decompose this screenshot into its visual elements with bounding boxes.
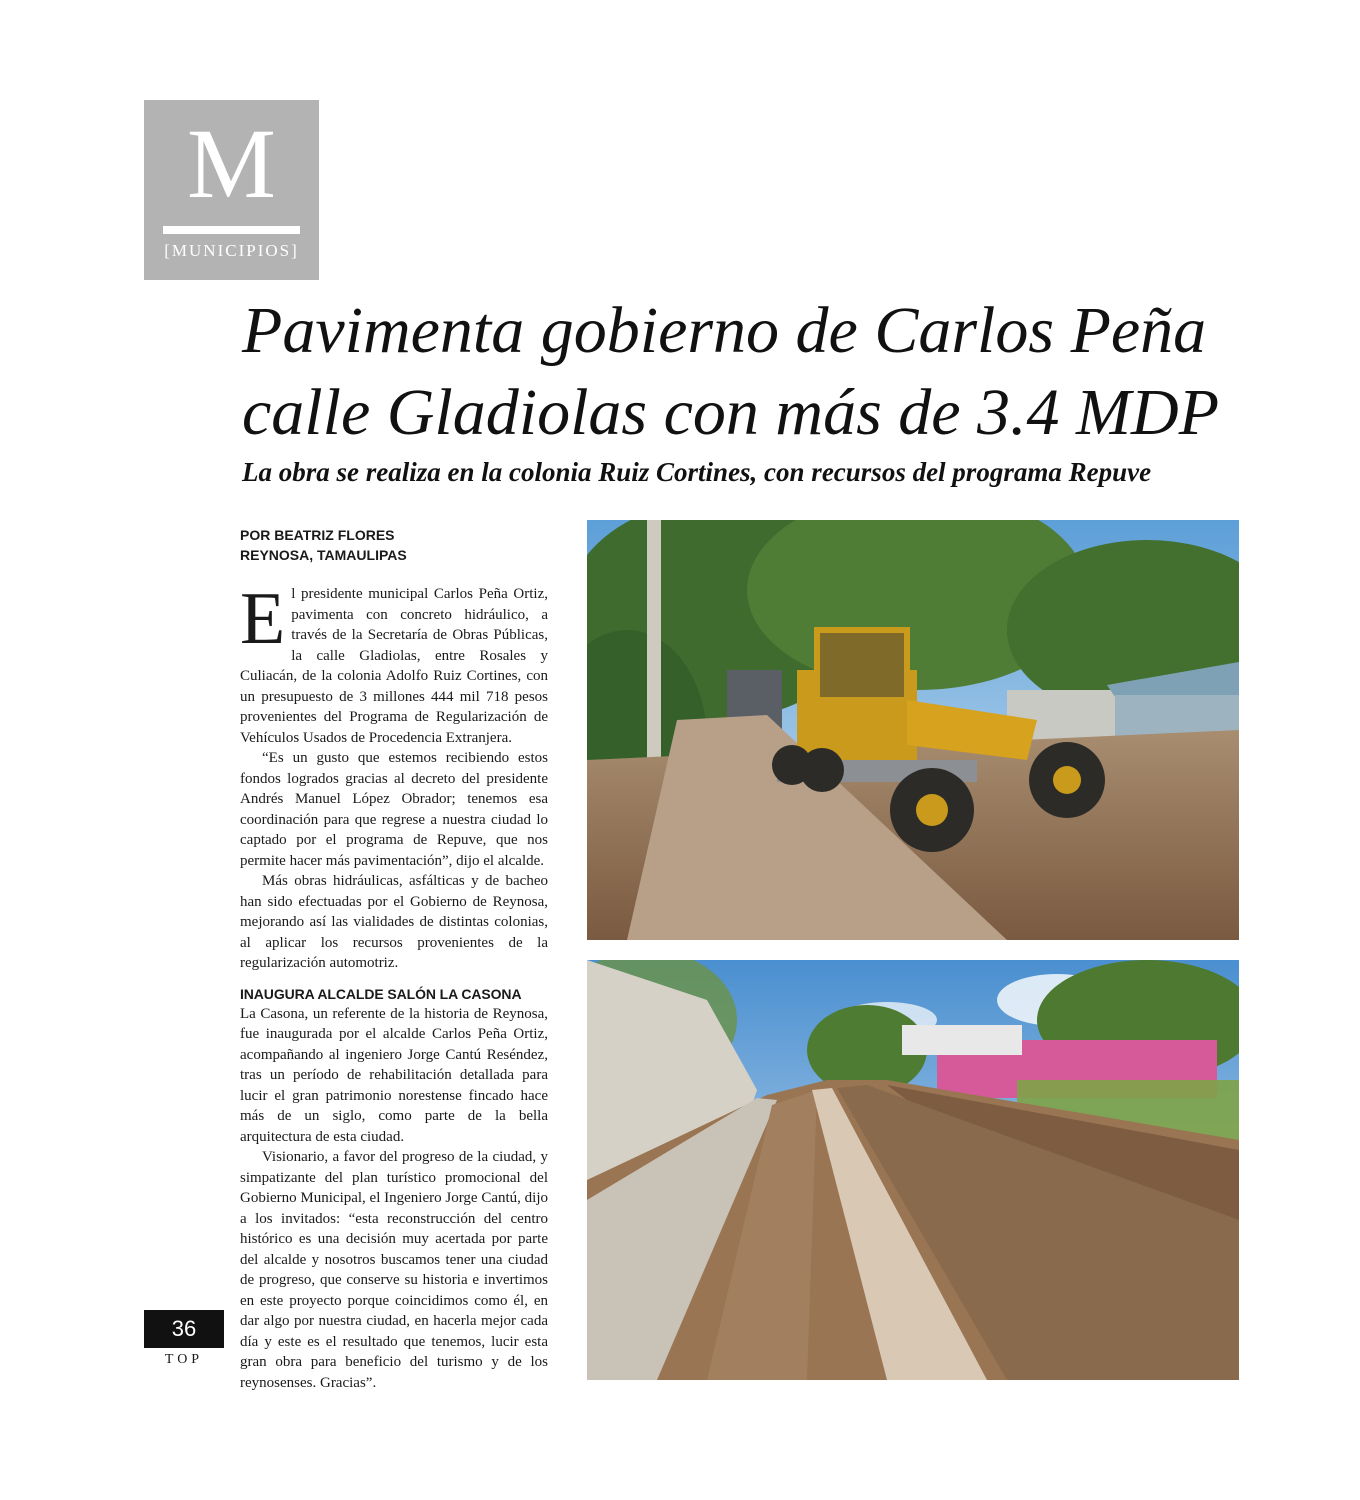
subhead: La obra se realiza en la colonia Ruiz Cortines, con recursos del programa Repuve <box>242 457 1152 487</box>
byline-author: POR BEATRIZ FLORES <box>240 527 395 543</box>
section-badge <box>144 100 319 280</box>
photo-trench-image <box>587 960 1239 1380</box>
section-letter: M <box>187 108 276 219</box>
paragraph-3: Más obras hidráulicas, asfálticas y de bacheo han sido efectuadas por el Gobierno de Reynosa, mejorando así las vialidades de distintas colonias, al aplicar los recursos provenientes de la regularización automotriz. <box>240 873 548 971</box>
paragraph-4: La Casona, un referente de la historia de Reynosa, fue inaugurada por el alcalde Carlos Peña Ortiz, acompañando al ingeniero Jorge Cantú Reséndez, tras un período de rehabilitación detallada para lucir el gran patrimonio norestense fincado hace más de un siglo, como parte de la bella arquitectura de esta ciudad. <box>240 1005 548 1145</box>
paragraph-1 <box>240 578 548 748</box>
photo-motor-grader-image <box>587 520 1239 940</box>
section-name: [MUNICIPIOS] <box>164 241 299 260</box>
byline-location: REYNOSA, TAMAULIPAS <box>240 547 407 563</box>
paragraph-5: Visionario, a favor del progreso de la ciudad, y simpatizante del plan turístico promocional del Gobierno Municipal, el Ingeniero Jorge Cantú, dijo a los invitados: “esta reconstrucción del centro histórico es una decisión muy acertada por parte del alcalde y nosotros buscamos tener una ciudad de progreso, que conserve su historia e invertimos en este proyecto porque coincidimos como él, en dar algo por nuestra ciudad, en hacerla mejor cada día y este es el resultado que tenemos, lucir esta gran obra para beneficio del turismo y de los reynosenses. Gracias”. <box>240 1149 548 1391</box>
section-rule <box>163 226 300 234</box>
photo-trench <box>587 960 1239 1380</box>
page-number: 36 <box>144 1310 224 1348</box>
article-body <box>240 578 548 1393</box>
paragraph-2: “Es un gusto que estemos recibiendo estos fondos logrados gracias al decreto del presidente Andrés Manuel López Obrador; tenemos esa coordinación para que regrese a nuestra ciudad lo captado por el programa de Repuve, que nos permite hacer más pavimentación”, dijo el alcalde. <box>240 750 548 869</box>
subheading: INAUGURA ALCALDE SALÓN LA CASONA <box>240 985 522 1002</box>
paragraph-1-text: l presidente municipal Carlos Peña Ortiz, pavimenta con concreto hidráulico, a través de la Secretaría de Obras Públicas, la calle Gladiolas, entre Rosales y Culiacán, de la colonia Adolfo Ruiz Cortines, con un presupuesto de 3 millones 444 mil 718 pesos provenientes del Programa de Regularización de Vehículos Usados de Procedencia Extranjera. <box>240 586 548 746</box>
byline <box>240 525 550 565</box>
photo-motor-grader <box>587 520 1239 940</box>
drop-cap: E <box>240 578 286 660</box>
publication-brand: TOP <box>164 1352 204 1367</box>
headline: Pavimenta gobierno de Carlos Peña calle Gladiolas con más de 3.4 MDP <box>242 294 1220 449</box>
